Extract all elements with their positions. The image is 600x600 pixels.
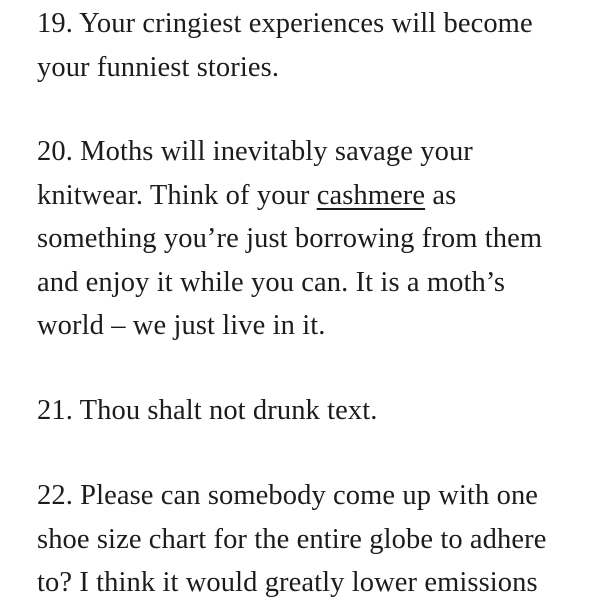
list-item-22 — [37, 474, 592, 600]
item-19-line-2: your funniest stories. — [37, 51, 280, 83]
item-22-line-1: 22. Please can somebody come up with one — [37, 480, 539, 511]
item-21-line-1: 21. Thou shalt not drunk text. — [37, 395, 378, 426]
item-20-line-4: and enjoy it while you can. It is a moth’s — [37, 266, 506, 298]
item-22-line-3: to? I think it would greatly lower emissions — [37, 567, 538, 598]
cashmere-link[interactable]: cashmere — [316, 179, 426, 211]
list-item-19 — [37, 2, 592, 89]
list-item-21 — [37, 389, 592, 433]
item-20-line-5: world – we just live in it. — [37, 310, 326, 341]
item-20-text-before-link: knitwear. Think of your — [37, 179, 317, 211]
item-19-line-1: 19. Your cringiest experiences will become — [37, 8, 533, 39]
item-20-text-after-link: as — [425, 179, 457, 211]
item-20-line-2 — [37, 174, 592, 218]
item-20-line-3: something you’re just borrowing from them — [37, 223, 543, 254]
list-item-20 — [37, 130, 592, 348]
item-22-line-2: shoe size chart for the entire globe to adhere — [37, 523, 547, 555]
item-20-line-1: 20. Moths will inevitably savage your — [37, 136, 473, 167]
